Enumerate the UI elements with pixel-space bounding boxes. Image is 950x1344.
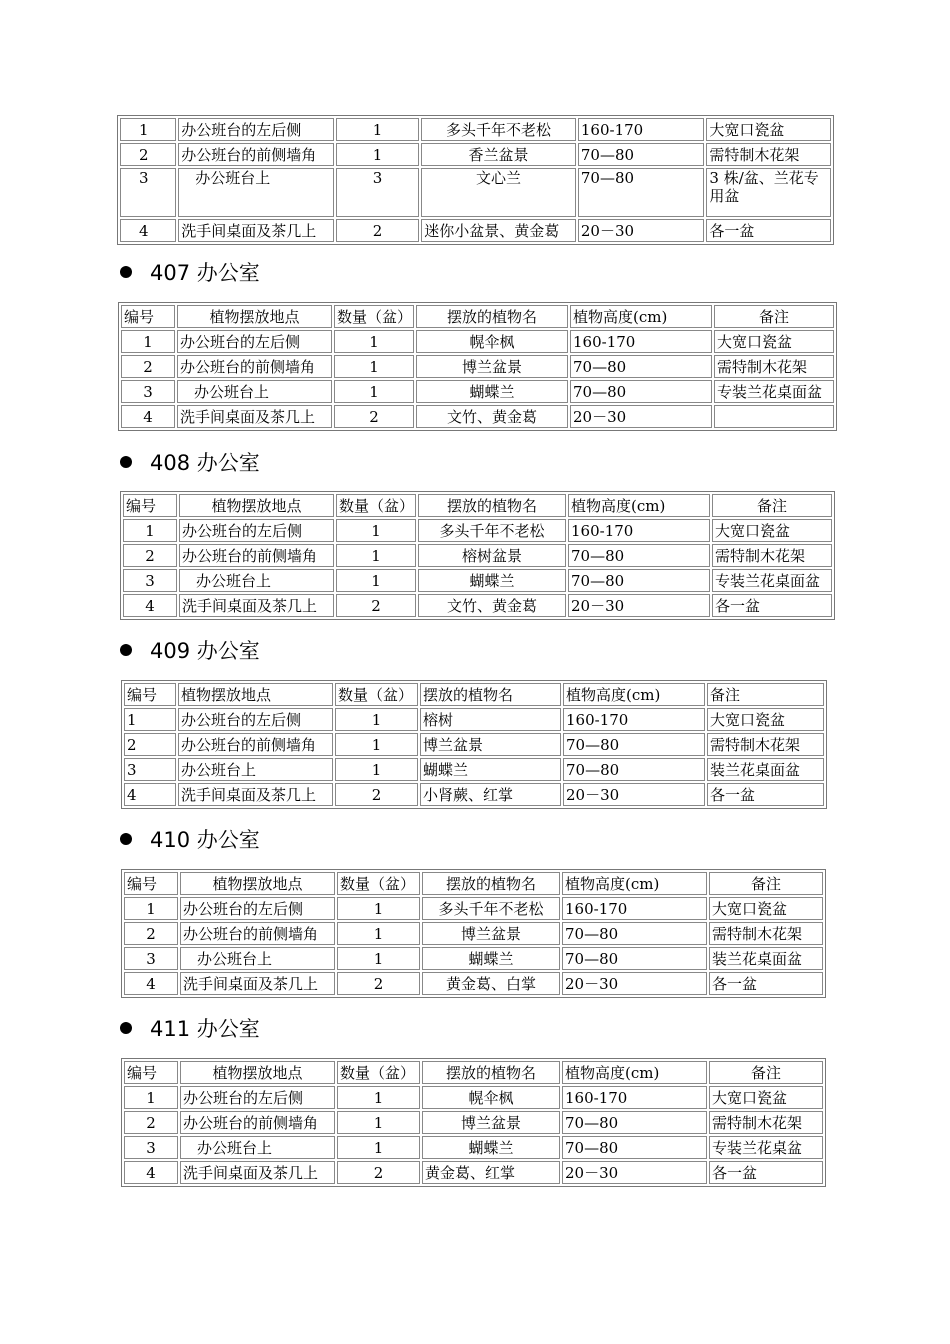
table-cell: 洗手间桌面及茶几上 xyxy=(180,1161,335,1184)
table-cell: 文竹、黄金葛 xyxy=(418,594,566,617)
table-cell: 博兰盆景 xyxy=(422,1111,560,1134)
table-row xyxy=(120,143,831,166)
section-heading-407 xyxy=(120,257,260,287)
table-cell: 2 xyxy=(336,594,416,617)
table-header-row xyxy=(124,683,824,706)
plant-table-409 xyxy=(121,680,827,809)
column-header: 植物高度(cm) xyxy=(563,683,705,706)
table-row xyxy=(124,972,823,995)
section-heading-text: 411 办公室 xyxy=(150,1017,260,1041)
table-cell: 办公班台的前侧墙角 xyxy=(180,922,335,945)
table-cell: 20－30 xyxy=(578,219,705,242)
table-cell: 3 xyxy=(120,168,176,217)
table-cell: 1 xyxy=(336,569,416,592)
table-row xyxy=(124,708,824,731)
table-cell: 2 xyxy=(121,355,175,378)
table-cell: 70—80 xyxy=(562,1111,707,1134)
table-cell: 黄金葛、白掌 xyxy=(422,972,560,995)
table-cell: 各一盆 xyxy=(712,594,832,617)
table-cell: 大宽口瓷盆 xyxy=(712,519,832,542)
table-cell: 各一盆 xyxy=(709,972,823,995)
table-cell: 4 xyxy=(124,783,176,806)
table-cell: 1 xyxy=(121,330,175,353)
table-cell: 1 xyxy=(336,519,416,542)
table-header-row xyxy=(124,872,823,895)
table-cell: 办公班台的前侧墙角 xyxy=(178,143,334,166)
table-row xyxy=(123,519,832,542)
column-header: 植物摆放地点 xyxy=(178,683,333,706)
table-cell: 多头千年不老松 xyxy=(422,897,560,920)
plant-table-408 xyxy=(120,491,835,620)
table-cell: 3 xyxy=(124,758,176,781)
table-cell: 办公班台的左后侧 xyxy=(179,519,334,542)
column-header: 备注 xyxy=(709,872,823,895)
table-cell: 1 xyxy=(334,330,414,353)
table-cell: 办公班台上 xyxy=(180,1136,335,1159)
table-cell: 70—80 xyxy=(568,544,710,567)
table-cell: 需特制木花架 xyxy=(709,1111,823,1134)
table-row xyxy=(124,758,824,781)
table-cell: 洗手间桌面及茶几上 xyxy=(178,219,334,242)
table-cell: 1 xyxy=(336,544,416,567)
table-cell: 办公班台的前侧墙角 xyxy=(178,733,333,756)
table-cell: 小肾蕨、红掌 xyxy=(420,783,561,806)
table-row xyxy=(124,897,823,920)
table-cell: 160-170 xyxy=(563,708,705,731)
section-heading-text: 407 办公室 xyxy=(150,261,260,285)
table-cell: 70—80 xyxy=(570,380,712,403)
bullet-icon xyxy=(120,833,132,845)
table-row xyxy=(121,330,834,353)
table-cell: 1 xyxy=(123,519,177,542)
plant-table-410 xyxy=(121,869,826,998)
table-cell: 幌伞枫 xyxy=(416,330,568,353)
table-cell: 1 xyxy=(335,708,418,731)
table-cell: 洗手间桌面及茶几上 xyxy=(177,405,332,428)
table-cell: 1 xyxy=(336,118,419,141)
column-header: 数量（盆） xyxy=(336,494,416,517)
table-cell: 办公班台的左后侧 xyxy=(178,708,333,731)
section-heading-text: 410 办公室 xyxy=(150,828,260,852)
table-cell: 1 xyxy=(337,1086,420,1109)
table-row xyxy=(123,569,832,592)
table-cell: 办公班台的左后侧 xyxy=(180,897,335,920)
table-cell: 办公班台的左后侧 xyxy=(177,330,332,353)
table-cell: 需特制木花架 xyxy=(709,922,823,945)
table-cell: 70—80 xyxy=(562,947,707,970)
section-heading-408 xyxy=(120,447,260,477)
table-cell: 黄金葛、红掌 xyxy=(422,1161,560,1184)
plant-table-411 xyxy=(121,1058,826,1187)
table-cell: 160-170 xyxy=(562,1086,707,1109)
table-header-row xyxy=(121,305,834,328)
table-cell: 1 xyxy=(337,922,420,945)
table-row xyxy=(124,922,823,945)
table-cell: 70—80 xyxy=(578,168,705,217)
table-cell: 蝴蝶兰 xyxy=(418,569,566,592)
table-cell: 20－30 xyxy=(562,972,707,995)
table-cell: 160-170 xyxy=(562,897,707,920)
table-cell: 办公班台上 xyxy=(180,947,335,970)
table-cell: 1 xyxy=(120,118,176,141)
table-row xyxy=(124,1111,823,1134)
table-cell: 20－30 xyxy=(570,405,712,428)
table-cell: 2 xyxy=(337,1161,420,1184)
table-cell: 大宽口瓷盆 xyxy=(709,1086,823,1109)
table-cell: 洗手间桌面及茶几上 xyxy=(178,783,333,806)
table-cell: 1 xyxy=(334,380,414,403)
table-cell: 1 xyxy=(124,708,176,731)
section-heading-410 xyxy=(120,824,260,854)
table-cell: 蝴蝶兰 xyxy=(420,758,561,781)
column-header: 备注 xyxy=(707,683,824,706)
table-cell: 70—80 xyxy=(563,733,705,756)
table-cell: 70—80 xyxy=(570,355,712,378)
table-header-row xyxy=(124,1061,823,1084)
table-cell: 多头千年不老松 xyxy=(418,519,566,542)
column-header: 植物摆放地点 xyxy=(177,305,332,328)
column-header: 备注 xyxy=(709,1061,823,1084)
table-cell: 专装兰花桌面盆 xyxy=(712,569,832,592)
column-header: 摆放的植物名 xyxy=(420,683,561,706)
column-header: 植物摆放地点 xyxy=(180,1061,335,1084)
column-header: 植物高度(cm) xyxy=(562,872,707,895)
table-cell: 各一盆 xyxy=(706,219,831,242)
table-cell: 大宽口瓷盆 xyxy=(707,708,824,731)
table-cell: 2 xyxy=(120,143,176,166)
table-cell: 各一盆 xyxy=(707,783,824,806)
table-cell: 1 xyxy=(337,1111,420,1134)
table-cell: 1 xyxy=(336,143,419,166)
table-cell: 70—80 xyxy=(578,143,705,166)
table-cell xyxy=(714,405,834,428)
table-cell: 办公班台上 xyxy=(178,758,333,781)
column-header: 备注 xyxy=(712,494,832,517)
table-row xyxy=(120,168,831,217)
table-cell: 2 xyxy=(123,544,177,567)
table-row xyxy=(120,118,831,141)
table-cell: 需特制木花架 xyxy=(706,143,831,166)
column-header: 数量（盆） xyxy=(337,872,420,895)
table-row xyxy=(123,544,832,567)
bullet-icon xyxy=(120,1022,132,1034)
table-cell: 4 xyxy=(124,972,178,995)
table-cell: 2 xyxy=(124,733,176,756)
table-cell: 4 xyxy=(124,1161,178,1184)
table-header-row xyxy=(123,494,832,517)
column-header: 编号 xyxy=(123,494,177,517)
column-header: 编号 xyxy=(124,683,176,706)
table-cell: 迷你小盆景、黄金葛 xyxy=(421,219,576,242)
table-cell: 需特制木花架 xyxy=(707,733,824,756)
table-cell: 大宽口瓷盆 xyxy=(706,118,831,141)
table-cell: 办公班台的前侧墙角 xyxy=(180,1111,335,1134)
table-cell: 4 xyxy=(123,594,177,617)
table-cell: 需特制木花架 xyxy=(714,355,834,378)
plant-table-407 xyxy=(118,302,837,431)
table-cell: 2 xyxy=(337,972,420,995)
table-cell: 2 xyxy=(124,1111,178,1134)
table-cell: 蝴蝶兰 xyxy=(422,947,560,970)
column-header: 数量（盆） xyxy=(337,1061,420,1084)
table-row xyxy=(123,594,832,617)
column-header: 植物高度(cm) xyxy=(562,1061,707,1084)
table-cell: 1 xyxy=(124,1086,178,1109)
table-cell: 20－30 xyxy=(563,783,705,806)
section-heading-409 xyxy=(120,635,260,665)
table-cell: 香兰盆景 xyxy=(421,143,576,166)
table-row xyxy=(124,947,823,970)
table-cell: 博兰盆景 xyxy=(416,355,568,378)
table-cell: 需特制木花架 xyxy=(712,544,832,567)
table-cell: 专装兰花桌面盆 xyxy=(714,380,834,403)
table-cell: 160-170 xyxy=(568,519,710,542)
table-cell: 洗手间桌面及茶几上 xyxy=(180,972,335,995)
column-header: 编号 xyxy=(121,305,175,328)
table-cell: 文竹、黄金葛 xyxy=(416,405,568,428)
table-cell: 20－30 xyxy=(562,1161,707,1184)
table-cell: 2 xyxy=(334,405,414,428)
table-row xyxy=(121,355,834,378)
table-cell: 蝴蝶兰 xyxy=(416,380,568,403)
table-cell: 办公班台的左后侧 xyxy=(178,118,334,141)
table-row xyxy=(124,1161,823,1184)
bullet-icon xyxy=(120,644,132,656)
column-header: 备注 xyxy=(714,305,834,328)
column-header: 摆放的植物名 xyxy=(422,872,560,895)
table-cell: 160-170 xyxy=(570,330,712,353)
table-row xyxy=(124,783,824,806)
column-header: 编号 xyxy=(124,872,178,895)
column-header: 植物高度(cm) xyxy=(570,305,712,328)
table-cell: 幌伞枫 xyxy=(422,1086,560,1109)
table-cell: 2 xyxy=(335,783,418,806)
table-cell: 多头千年不老松 xyxy=(421,118,576,141)
table-cell: 大宽口瓷盆 xyxy=(714,330,834,353)
table-cell: 办公班台的前侧墙角 xyxy=(179,544,334,567)
table-cell: 1 xyxy=(337,897,420,920)
table-row xyxy=(120,219,831,242)
table-cell: 办公班台上 xyxy=(178,168,334,217)
table-cell: 3 株/盆、兰花专用盆 xyxy=(706,168,831,217)
table-cell: 2 xyxy=(336,219,419,242)
table-cell: 70—80 xyxy=(562,922,707,945)
table-cell: 4 xyxy=(121,405,175,428)
table-cell: 洗手间桌面及茶几上 xyxy=(179,594,334,617)
table-cell: 3 xyxy=(121,380,175,403)
table-cell: 3 xyxy=(124,1136,178,1159)
table-cell: 各一盆 xyxy=(709,1161,823,1184)
table-cell: 榕树盆景 xyxy=(418,544,566,567)
table-cell: 1 xyxy=(335,733,418,756)
table-cell: 蝴蝶兰 xyxy=(422,1136,560,1159)
table-cell: 1 xyxy=(124,897,178,920)
table-cell: 1 xyxy=(337,1136,420,1159)
table-row xyxy=(121,380,834,403)
table-cell: 装兰花桌面盆 xyxy=(709,947,823,970)
column-header: 植物摆放地点 xyxy=(179,494,334,517)
plant-table-continued xyxy=(117,115,834,245)
table-row xyxy=(124,1086,823,1109)
table-cell: 博兰盆景 xyxy=(420,733,561,756)
column-header: 植物高度(cm) xyxy=(568,494,710,517)
table-cell: 2 xyxy=(124,922,178,945)
bullet-icon xyxy=(120,456,132,468)
table-cell: 3 xyxy=(336,168,419,217)
table-row xyxy=(124,1136,823,1159)
column-header: 植物摆放地点 xyxy=(180,872,335,895)
table-cell: 办公班台的左后侧 xyxy=(180,1086,335,1109)
table-cell: 装兰花桌面盆 xyxy=(707,758,824,781)
table-cell: 1 xyxy=(334,355,414,378)
bullet-icon xyxy=(120,266,132,278)
table-cell: 3 xyxy=(123,569,177,592)
table-cell: 70—80 xyxy=(568,569,710,592)
table-cell: 20－30 xyxy=(568,594,710,617)
table-cell: 4 xyxy=(120,219,176,242)
column-header: 数量（盆） xyxy=(335,683,418,706)
table-cell: 博兰盆景 xyxy=(422,922,560,945)
table-cell: 70—80 xyxy=(563,758,705,781)
table-row xyxy=(124,733,824,756)
column-header: 摆放的植物名 xyxy=(422,1061,560,1084)
table-cell: 办公班台上 xyxy=(177,380,332,403)
column-header: 摆放的植物名 xyxy=(416,305,568,328)
section-heading-text: 409 办公室 xyxy=(150,639,260,663)
column-header: 摆放的植物名 xyxy=(418,494,566,517)
table-cell: 70—80 xyxy=(562,1136,707,1159)
section-heading-411 xyxy=(120,1013,260,1043)
table-cell: 1 xyxy=(337,947,420,970)
column-header: 数量（盆） xyxy=(334,305,414,328)
section-heading-text: 408 办公室 xyxy=(150,451,260,475)
table-cell: 160-170 xyxy=(578,118,705,141)
table-cell: 榕树 xyxy=(420,708,561,731)
table-cell: 办公班台上 xyxy=(179,569,334,592)
table-cell: 3 xyxy=(124,947,178,970)
column-header: 编号 xyxy=(124,1061,178,1084)
table-cell: 文心兰 xyxy=(421,168,576,217)
table-row xyxy=(121,405,834,428)
table-cell: 专装兰花桌盆 xyxy=(709,1136,823,1159)
table-cell: 办公班台的前侧墙角 xyxy=(177,355,332,378)
table-cell: 大宽口瓷盆 xyxy=(709,897,823,920)
table-cell: 1 xyxy=(335,758,418,781)
